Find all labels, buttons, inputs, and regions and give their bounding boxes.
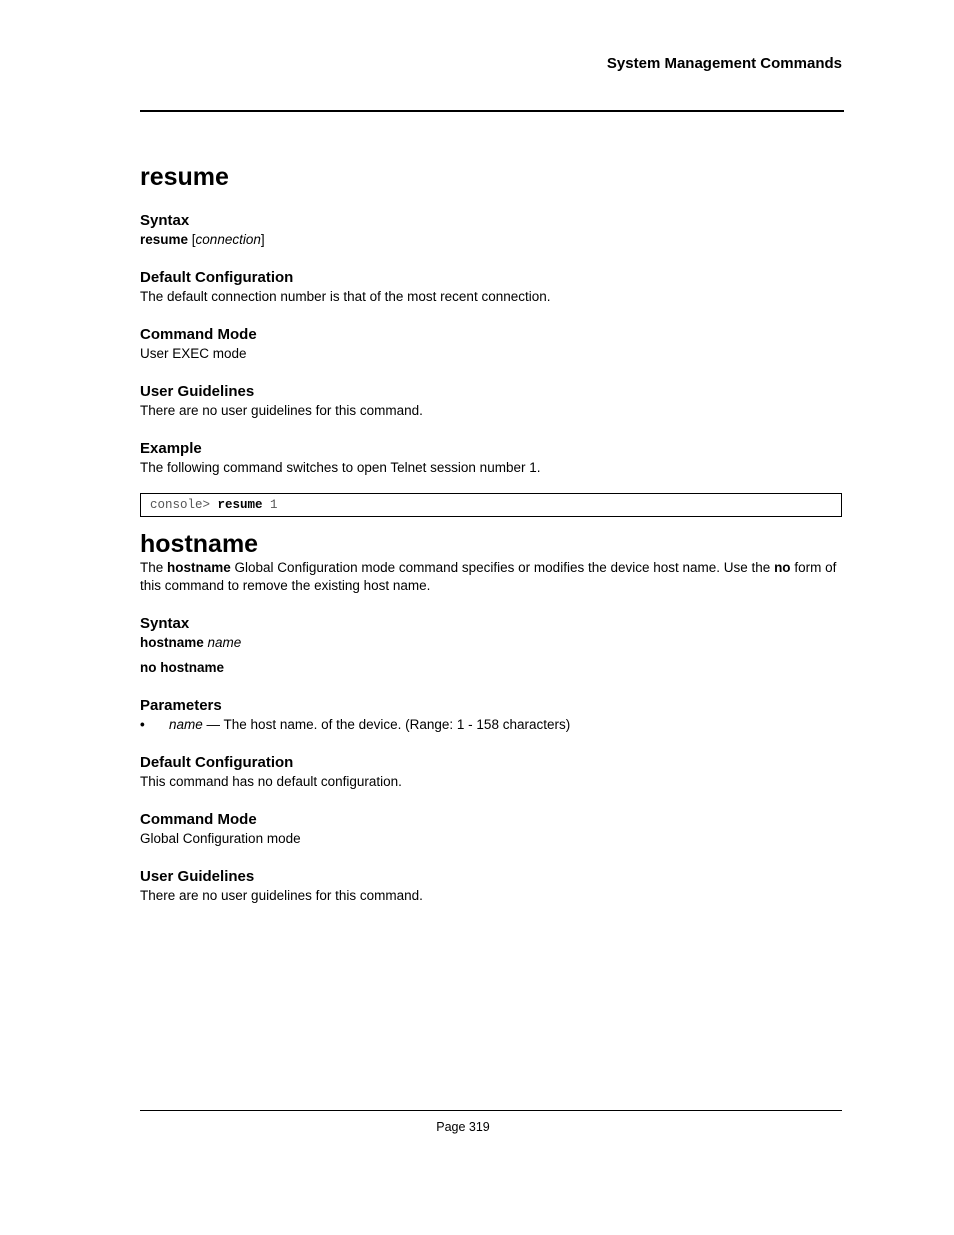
hostname-guidelines-section [140,867,842,905]
resume-default-text: The default connection number is that of the most recent connection. [140,289,551,304]
resume-example-section [140,439,842,517]
intro-text-2: Global Configuration mode command specifies or modifies the device host name. Use the [230,560,775,575]
code-prompt: console> [150,498,218,512]
hostname-mode-section [140,810,842,848]
hostname-syntax-heading: Syntax [140,615,190,632]
bullet-icon: • [140,717,145,732]
resume-title: resume [140,163,229,191]
resume-syntax-close-bracket: ] [260,232,265,247]
resume-syntax-line [140,231,842,249]
hostname-syntax-argument: name [207,635,242,650]
hostname-default-heading: Default Configuration [140,754,294,771]
parameter-description [169,716,570,734]
code-command: resume [217,498,263,512]
resume-guidelines-section [140,382,842,420]
hostname-mode-heading: Command Mode [140,811,257,828]
hostname-no-syntax-line [140,659,842,677]
footer-rule [140,1110,842,1111]
hostname-no-command: no hostname [140,660,225,675]
page-content [140,162,842,905]
intro-text-1: The [140,560,168,575]
parameter-list-item [140,716,842,734]
resume-default-heading: Default Configuration [140,269,294,286]
resume-guidelines-heading: User Guidelines [140,383,255,400]
resume-mode-heading: Command Mode [140,326,257,343]
resume-syntax-open-bracket: [ [188,232,196,247]
resume-syntax-heading: Syntax [140,212,190,229]
hostname-guidelines-text: There are no user guidelines for this command. [140,888,423,903]
header-rule [140,110,844,112]
intro-text-3: form of this command to remove the existing host name. [140,560,837,593]
resume-syntax-section [140,211,842,249]
hostname-guidelines-heading: User Guidelines [140,868,255,885]
resume-default-section [140,268,842,306]
resume-mode-text: User EXEC mode [140,346,247,361]
parameter-name: name [169,717,203,732]
resume-example-text: The following command switches to open Telnet session number 1. [140,460,541,475]
hostname-default-text: This command has no default configuration. [140,774,402,789]
intro-bold-no: no [774,560,791,575]
resume-mode-section [140,325,842,363]
hostname-intro [140,559,842,595]
resume-example-code-block [140,493,842,517]
hostname-mode-text: Global Configuration mode [140,831,301,846]
hostname-syntax-line [140,634,842,652]
page-number: Page 319 [436,1120,490,1134]
intro-bold-hostname: hostname [167,560,231,575]
code-argument: 1 [262,498,278,512]
resume-syntax-command: resume [140,232,189,247]
parameter-text: — The host name. of the device. (Range: 1 - 158 characters) [202,717,571,732]
resume-guidelines-text: There are no user guidelines for this command. [140,403,423,418]
hostname-parameters-section [140,696,842,734]
hostname-parameters-heading: Parameters [140,697,222,714]
hostname-syntax-section [140,614,842,677]
hostname-title: hostname [140,530,259,558]
resume-syntax-argument: connection [195,232,261,247]
hostname-default-section [140,753,842,791]
running-header: System Management Commands [606,55,842,72]
resume-example-heading: Example [140,440,202,457]
hostname-syntax-command: hostname [140,635,204,650]
